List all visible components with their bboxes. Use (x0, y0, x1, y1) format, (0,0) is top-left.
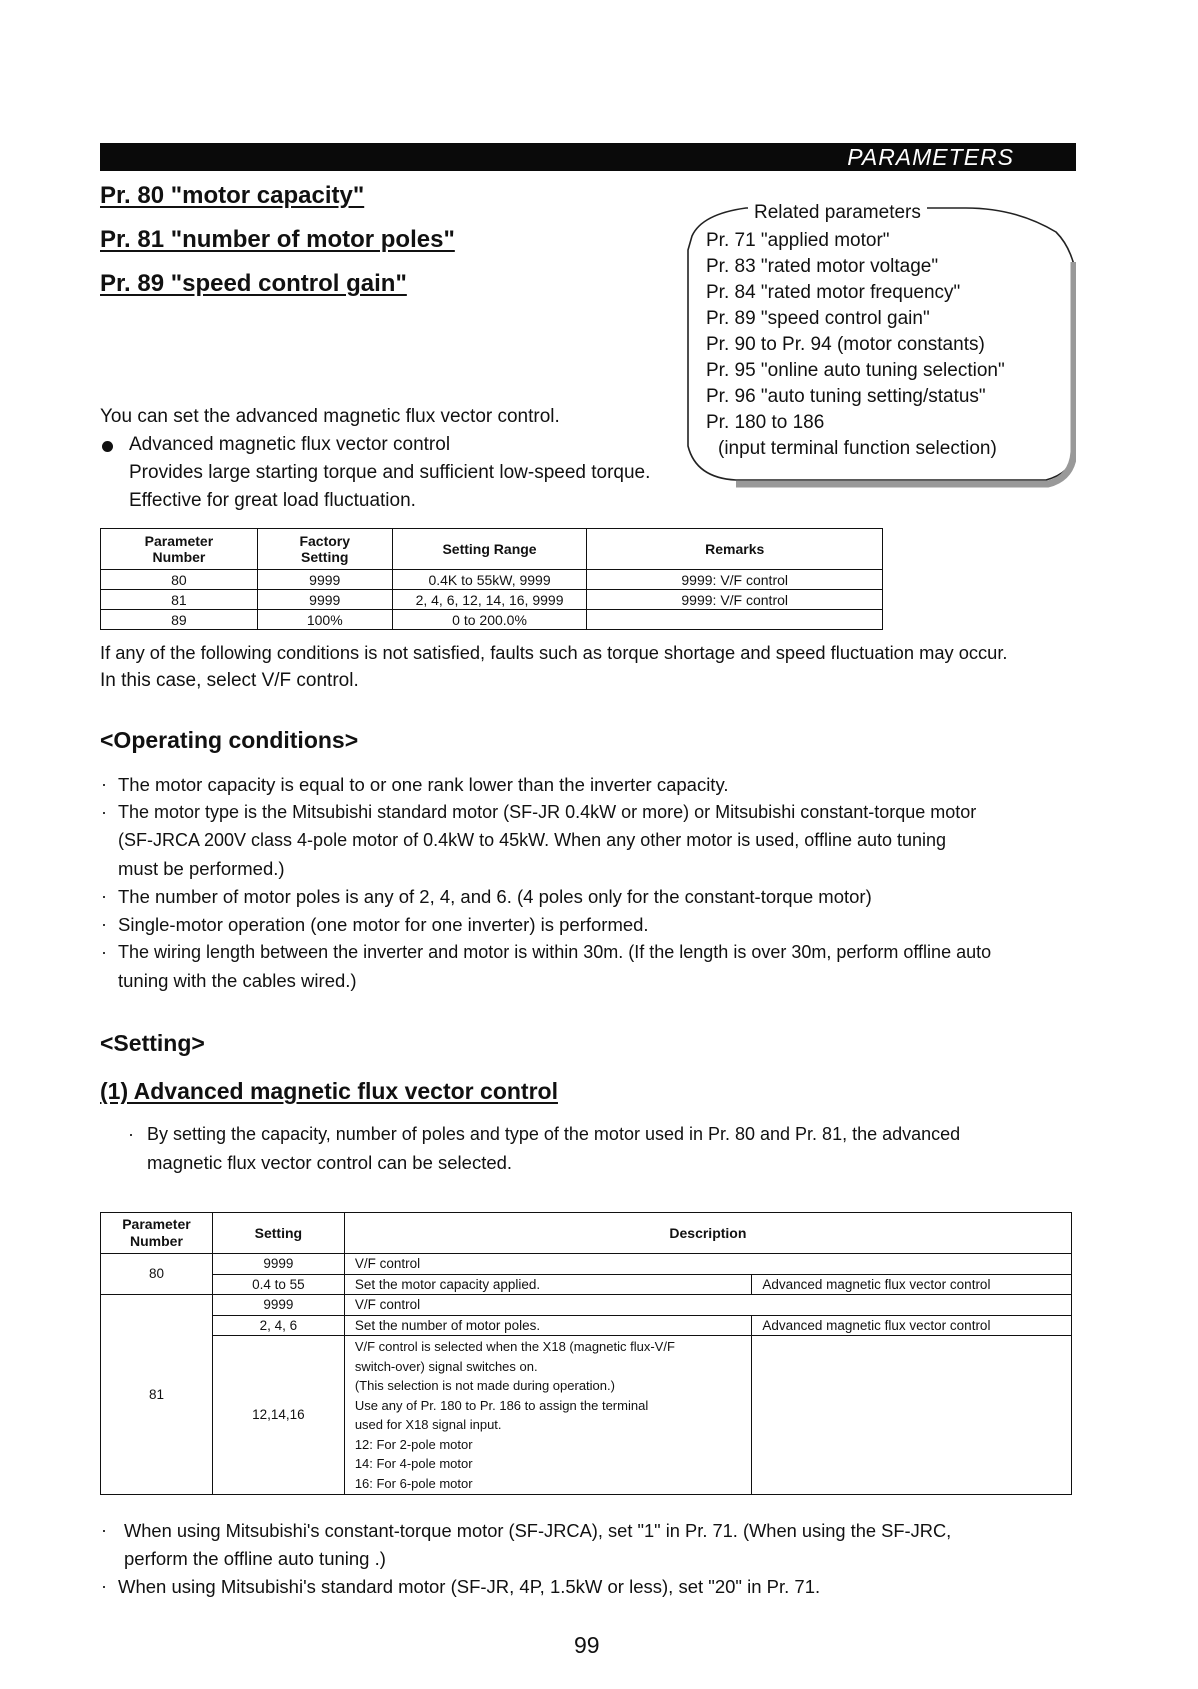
related-item: Pr. 71 "applied motor" (706, 230, 890, 251)
parameter-table (100, 528, 883, 630)
list-bullet-icon: · (101, 1520, 107, 1540)
table-header-row (101, 1213, 1072, 1254)
table-row (101, 1254, 1072, 1275)
related-title: Related parameters (748, 202, 927, 224)
table-cell: 9999: V/F control (587, 590, 883, 610)
table-row (101, 590, 883, 610)
cell-line: switch-over) signal switches on. (354, 1358, 538, 1374)
table-header (257, 529, 392, 570)
table-header (101, 1213, 213, 1254)
note-line: When using Mitsubishi's constant-torque motor (SF-JRCA), set "1" in Pr. 71. (When using the SF-JRC, (124, 1520, 952, 1541)
cell-line: Use any of Pr. 180 to Pr. 186 to assign the terminal (354, 1397, 649, 1413)
setting-bullet-line: By setting the capacity, number of poles and type of the motor used in Pr. 80 and Pr. 81, the advanced (147, 1124, 961, 1144)
list-bullet-icon: · (128, 1124, 134, 1144)
bullet-icon (102, 441, 113, 452)
table-row (101, 1274, 1072, 1295)
cell-line: 16: For 6-pole motor (354, 1475, 473, 1491)
table-header-row (101, 529, 883, 570)
table-header: Setting (212, 1213, 344, 1254)
intro-desc: Provides large starting torque and sufficient low-speed torque. (129, 462, 651, 483)
table-cell (752, 1336, 1072, 1495)
table-cell: 81 (101, 1295, 213, 1495)
cell-line: 12: For 2-pole motor (354, 1436, 473, 1452)
setting-heading: <Setting> (100, 1030, 205, 1056)
table-header: Setting Range (392, 529, 587, 570)
list-item: The motor type is the Mitsubishi standard motor (SF-JR 0.4kW or more) or Mitsubishi constant-torque motor (118, 802, 977, 822)
list-item: (SF-JRCA 200V class 4-pole motor of 0.4kW to 45kW. When any other motor is used, offline auto tuning (118, 830, 947, 850)
table-cell: 100% (257, 610, 392, 630)
related-item: Pr. 89 "speed control gain" (706, 308, 930, 329)
list-item: Single-motor operation (one motor for one inverter) is performed. (118, 914, 649, 935)
table-row (101, 610, 883, 630)
table-cell: 12,14,16 (212, 1336, 344, 1495)
setting-bullet-line: magnetic flux vector control can be selected. (147, 1152, 513, 1173)
table-cell: 0.4K to 55kW, 9999 (392, 570, 587, 590)
operating-heading: <Operating conditions> (100, 727, 359, 753)
title-pr89: Pr. 89 "speed control gain" (100, 270, 407, 297)
title-pr81: Pr. 81 "number of motor poles" (100, 226, 455, 253)
list-bullet-icon: · (101, 886, 107, 906)
note-line: perform the offline auto tuning .) (124, 1548, 386, 1569)
table-cell: Advanced magnetic flux vector control (752, 1315, 1072, 1336)
related-item: Pr. 180 to 186 (706, 412, 825, 433)
table-cell: 80 (101, 1254, 213, 1295)
table-cell: V/F control (344, 1254, 1071, 1275)
table-header: Remarks (587, 529, 883, 570)
table-cell: 9999 (257, 590, 392, 610)
table-cell: 89 (101, 610, 258, 630)
table-row (101, 1295, 1072, 1316)
list-item: The number of motor poles is any of 2, 4, and 6. (4 poles only for the constant-torque motor) (118, 886, 872, 907)
table-cell: 2, 4, 6, 12, 14, 16, 9999 (392, 590, 587, 610)
table-cell: Set the motor capacity applied. (344, 1274, 752, 1295)
page-number: 99 (574, 1632, 600, 1658)
title-pr80: Pr. 80 "motor capacity" (100, 182, 365, 209)
section-label: PARAMETERS (847, 144, 1014, 170)
related-item: Pr. 96 "auto tuning setting/status" (706, 386, 986, 407)
table-cell: V/F control (344, 1295, 1071, 1316)
section-header-bar (100, 143, 1076, 171)
header-line: Setting (301, 549, 349, 565)
list-bullet-icon: · (101, 802, 107, 822)
warning-line: If any of the following conditions is not satisfied, faults such as torque shortage and speed fluctuation may occur. (100, 642, 1008, 663)
table-cell: 81 (101, 590, 258, 610)
table-cell: 9999: V/F control (587, 570, 883, 590)
list-bullet-icon: · (101, 774, 107, 794)
list-item: The wiring length between the inverter and motor is within 30m. (If the length is over 30m, perform offline auto (118, 942, 992, 962)
table-cell: 9999 (212, 1254, 344, 1275)
intro-line: You can set the advanced magnetic flux vector control. (100, 406, 560, 427)
header-line: Factory (299, 533, 351, 549)
list-bullet-icon: · (101, 914, 107, 934)
table-cell: 9999 (257, 570, 392, 590)
table-cell: 80 (101, 570, 258, 590)
list-bullet-icon: · (101, 942, 107, 962)
related-item: Pr. 95 "online auto tuning selection" (706, 360, 1005, 381)
warning-line: In this case, select V/F control. (100, 670, 359, 691)
list-item: tuning with the cables wired.) (118, 970, 357, 991)
related-item: Pr. 84 "rated motor frequency" (706, 282, 961, 303)
header-line: Parameter (144, 533, 214, 549)
related-parameters-box (676, 202, 1066, 484)
table-cell (587, 610, 883, 630)
table-header (101, 529, 258, 570)
header-line: Number (130, 1233, 183, 1249)
table-cell: 0.4 to 55 (212, 1274, 344, 1295)
list-item: must be performed.) (118, 858, 285, 879)
table-row (101, 1336, 1072, 1495)
table-cell: Set the number of motor poles. (344, 1315, 752, 1336)
intro-desc: Effective for great load fluctuation. (129, 490, 416, 511)
related-item: Pr. 90 to Pr. 94 (motor constants) (706, 334, 985, 355)
related-item: (input terminal function selection) (718, 438, 997, 459)
header-line: Number (152, 549, 206, 565)
related-item: Pr. 83 "rated motor voltage" (706, 256, 939, 277)
list-bullet-icon: · (101, 1576, 107, 1596)
table-row (101, 1315, 1072, 1336)
table-cell: 2, 4, 6 (212, 1315, 344, 1336)
cell-line: used for X18 signal input. (354, 1417, 502, 1432)
cell-line: 14: For 4-pole motor (354, 1456, 473, 1471)
list-item: The motor capacity is equal to or one rank lower than the inverter capacity. (118, 774, 729, 795)
table-row (101, 570, 883, 590)
table-cell (344, 1336, 752, 1495)
table-cell: 0 to 200.0% (392, 610, 587, 630)
cell-line: (This selection is not made during operation.) (354, 1378, 615, 1393)
intro-bullet: Advanced magnetic flux vector control (129, 434, 451, 455)
table-header: Description (344, 1213, 1071, 1254)
setting-table (100, 1212, 1072, 1495)
note-line: When using Mitsubishi's standard motor (SF-JR, 4P, 1.5kW or less), set "20" in Pr. 71. (118, 1576, 821, 1597)
header-line: Parameter (122, 1216, 191, 1232)
table-cell: Advanced magnetic flux vector control (752, 1274, 1072, 1295)
setting-subheading: (1) Advanced magnetic flux vector control (100, 1078, 558, 1104)
cell-line: V/F control is selected when the X18 (magnetic flux-V/F (354, 1339, 675, 1354)
table-cell: 9999 (212, 1295, 344, 1316)
